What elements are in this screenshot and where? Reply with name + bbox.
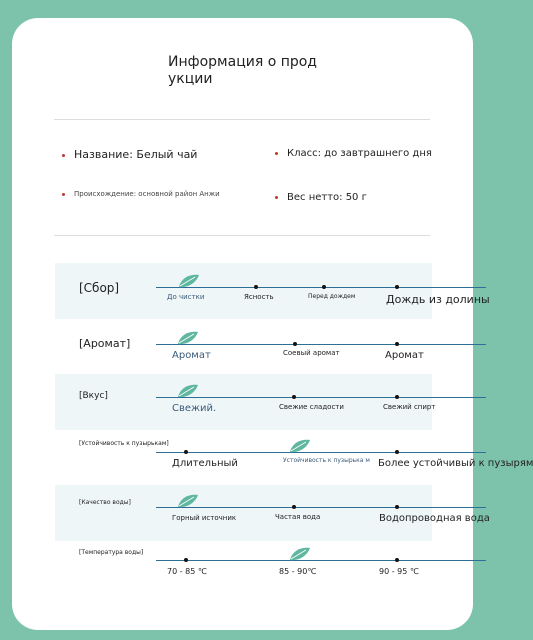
bullet-icon: [62, 193, 65, 196]
product-info-card: [12, 18, 533, 630]
scale-point-label: Дождь из долины: [386, 293, 490, 306]
scale-label: [Аромат]: [79, 337, 131, 350]
scale-row-brew-stability: [55, 430, 533, 486]
scale-point-label: Частая вода: [275, 513, 321, 521]
scale-label: [Качество воды]: [79, 499, 131, 506]
scale-point-label: 85 - 90℃: [279, 567, 317, 576]
scale-point: [395, 395, 399, 399]
scale-point-label: Аромат: [385, 350, 424, 361]
scale-point: [395, 505, 399, 509]
scale-label: [Вкус]: [79, 391, 108, 401]
scale-point: [395, 450, 399, 454]
leaf-icon: [177, 331, 199, 345]
scale-point: [184, 450, 188, 454]
info-name-text: Название: Белый чай: [74, 148, 198, 161]
divider: [54, 235, 430, 236]
page-title: [168, 54, 318, 88]
scale-point-label: Водопроводная вода: [379, 513, 490, 524]
bullet-icon: [62, 154, 65, 157]
scale-point-label: До чистки: [167, 293, 205, 301]
scale-row-harvest: [55, 263, 490, 319]
scale-track: [156, 344, 486, 345]
scale-point-label: Более устойчивый к пузырям: [378, 458, 533, 469]
scale-point: [395, 285, 399, 289]
title-line-2: укции: [168, 71, 213, 87]
info-origin: [62, 190, 220, 198]
leaf-icon: [177, 384, 199, 398]
scale-point-label: 70 - 85 ℃: [167, 567, 207, 576]
scale-track: [156, 560, 486, 561]
scale-point: [292, 505, 296, 509]
scale-label: [Сбор]: [79, 281, 120, 295]
info-weight: [275, 192, 367, 203]
info-grade-text: Класс: до завтрашнего дня: [287, 148, 432, 159]
scale-point: [395, 558, 399, 562]
info-origin-text: Происхождение: основной район Анжи: [74, 190, 220, 198]
scale-point-label: Устойчивость к пузырька м: [283, 457, 370, 464]
scale-point: [395, 342, 399, 346]
scale-point-label: Длительный: [172, 458, 238, 469]
scale-row-aroma: [55, 319, 432, 375]
info-name: [62, 148, 197, 161]
scale-point: [293, 342, 297, 346]
leaf-icon: [177, 494, 199, 508]
divider: [54, 119, 430, 120]
scale-point-label: Свежий спирт: [383, 403, 436, 411]
scale-point-label: Аромат: [172, 350, 211, 361]
leaf-icon: [289, 439, 311, 453]
scale-track: [156, 452, 486, 453]
bullet-icon: [275, 196, 278, 199]
scale-point-label: Ясность: [244, 293, 274, 301]
leaf-icon: [289, 547, 311, 561]
scale-row-water-quality: [55, 485, 490, 541]
scale-label: [Температура воды]: [79, 549, 144, 556]
title-line-1: Информация о прод: [168, 54, 317, 70]
info-grade: [275, 148, 432, 159]
scale-point: [184, 558, 188, 562]
scale-point-label: Горный источник: [172, 514, 237, 522]
scale-track: [156, 397, 486, 398]
bullet-icon: [275, 152, 278, 155]
scale-point: [292, 395, 296, 399]
scale-point: [254, 285, 258, 289]
scale-point-label: Перед дождем: [308, 293, 356, 300]
scale-label: [Устойчивость к пузырькам]: [79, 440, 169, 447]
scale-point-label: Свежие сладости: [279, 403, 344, 411]
scale-point: [322, 285, 326, 289]
scale-row-water-temperature: [55, 541, 432, 597]
leaf-icon: [178, 274, 200, 288]
scale-point-label: Соевый аромат: [283, 349, 340, 357]
scale-track: [156, 287, 486, 288]
scale-row-taste: [55, 374, 436, 430]
scale-point-label: 90 - 95 ℃: [379, 567, 419, 576]
info-weight-text: Вес нетто: 50 г: [287, 192, 367, 203]
scale-point-label: Свежий.: [172, 403, 217, 414]
scale-track: [156, 507, 486, 508]
